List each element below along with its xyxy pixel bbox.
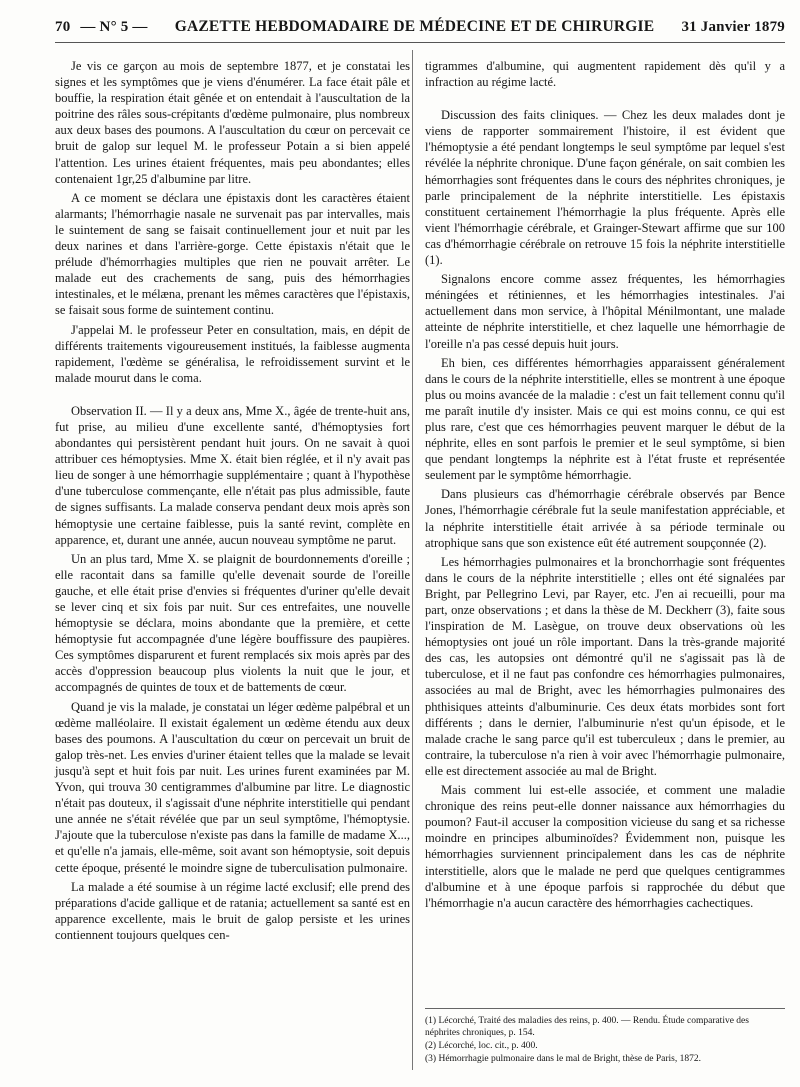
paragraph: Quand je vis la malade, je constatai un léger œdème palpébral et un œdème malléolaire. Il existait également un œdème étendu aux deux bases des poumons. A l'auscultation du cœur on percevait un bruit de galop très-net. Les envies d'uriner étaient telles que la malade se levait jusqu'à sept et huit fois par nuit. Les urines furent examinées par M. Yvon, qui trouva 30 centigrammes d'albumine par litre. Le diagnostic n'était pas douteux, il s'agissait d'une néphrite interstitielle qui pendant une année ne s'était révélée que par un seul symptôme, l'hémoptysie. J'ajoute que la tuberculose n'existe pas dans la famille de madame X..., et qu'elle n'a jamais, elle-même, soit avant son hémoptysie, soit depuis cette époque, présenté le moindre signe de tuberculisation pulmonaire. [55,699,410,875]
page-number: 70 [55,18,71,35]
left-column [55,58,410,946]
journal-title: GAZETTE HEBDOMADAIRE DE MÉDECINE ET DE CHIRURGIE [174,18,655,35]
paragraph: J'appelai M. le professeur Peter en consultation, mais, en dépit de différents traitements vigoureusement institués, la faiblesse augmenta rapidement, l'œdème se généralisa, le refroidissement survint et le malade mourut dans le coma. [55,322,410,385]
running-header [55,12,785,43]
paragraph: Un an plus tard, Mme X. se plaignit de bourdonnements d'oreille ; elle racontait dans sa famille qu'elle devenait sourde de l'oreille gauche, et elle était prise d'envies si fréquentes d'uriner qu'elle devait se lever cinq et six fois par nuit. Sur ces entrefaites, une nouvelle hémoptysie se déclara, moins abondante que la première, et cette hémoptysie fut accompagnée d'une légère bouffissure des paupières. Ces symptômes disparurent et furent remplacés six mois après par des accès d'oppression beaucoup plus violents la nuit que le jour, et accompagnés de quintes de toux et de battements de cœur. [55,551,410,695]
paragraph: A ce moment se déclara une épistaxis dont les caractères étaient alarmants; l'hémorrhagie nasale ne survenait pas par intervalles, mais le suintement de sang se faisait continuellement jour et nuit par les deux narines et dans l'arrière-gorge. Cette épistaxis n'était que le prélude d'hémorrhagies multiples que rien ne pouvait arrêter. Le malade eut des crachements de sang, puis des hémorrhagies intestinales, et le mélæna, prenant les mêmes caractères que l'épistaxis, se faisait sous forme de suintement continu. [55,190,410,318]
paragraph: Observation II. — Il y a deux ans, Mme X., âgée de trente-huit ans, fut prise, au milieu d'une excellente santé, d'hémoptysies fort abondantes qui persistèrent pendant huit jours. On ne savait à quoi attribuer ces hémoptysies. Mme X. était bien réglée, et il n'y avait pas lieu de songer à une hémorrhagie supplémentaire ; quant à l'hypothèse d'une tuberculose commençante, elle n'était pas plus admissible, faute de signes suffisants. La malade conserva pendant deux mois après son hémoptysie une certaine faiblesse, puis la santé revint, complète en apparence, et, durant une année, aucun nouveau symptôme ne parut. [55,403,410,547]
paragraph: Mais comment lui est-elle associée, et comment une maladie chronique des reins peut-elle donner naissance aux hémorrhagies du poumon? Faut-il accuser la composition vicieuse du sang et sa richesse moindre en principes albuminoïdes? Évidemment non, puisque les hémorrhagies surviennent principalement dans les cas de néphrite interstitielle, alors que le malade ne perd que quelques centigrammes d'albumine et à une époque parfois si rapprochée du début que l'hémorrhagie n'a aucun caractère des hémorrhagies cachectiques. [425,783,785,910]
right-column [425,58,785,914]
paragraph: Eh bien, ces différentes hémorrhagies apparaissent généralement dans le cours de la néphrite interstitielle, elles se montrent à une époque plus ou moins avancée de la maladie : c'est un fait tellement connu qu'il me paraît inutile d'y insister. Mais ce qui est moins connu, ce qui est plus rare, c'est que ces hémorrhagies peuvent marquer le début de la néphrite, elles en sont parfois le premier et le seul symptôme, si bien que pendant longtemps la néphrite est à l'état fruste et représentée seulement par le symptôme hémorrhagie. [425,355,785,483]
paragraph: Signalons encore comme assez fréquentes, les hémorrhagies méningées et rétiniennes, et les hémorrhagies intestinales. J'ai actuellement dans mon service, à l'hôpital Ménilmontant, une malade atteinte de néphrite interstitielle, et chez laquelle une hémorrhagie de l'oreille n'a pas cessé depuis huit jours. [425,272,785,351]
footnote: (3) Hémorrhagie pulmonaire dans le mal de Bright, thèse de Paris, 1872. [425,1054,701,1064]
header-left [55,19,148,36]
section-gap [425,93,785,107]
footnote: (2) Lécorché, loc. cit., p. 400. [425,1041,538,1051]
paragraph: Discussion des faits cliniques. — Chez les deux malades dont je viens de rapporter sommairement l'histoire, il est évident que l'hémoptysie a été pendant longtemps le seul symptôme par lequel s'est révélée la néphrite chronique. D'une façon générale, on sait combien les hémorrhagies sont fréquentes dans le cours des néphrites chroniques, je parle principalement de la néphrite interstitielle. Les épistaxis constituent certainement l'hémorrhagie la plus fréquente. Après elle vient l'hémorrhagie cérébrale, et Grainger-Stewart affirme que sur 100 cas d'hémorrhagie cérébrale on retrouve 15 fois la néphrite interstitielle (1). [425,108,785,268]
section-gap [55,389,410,403]
column-divider [412,50,413,1070]
footnotes [425,1008,785,1066]
issue-number: — N° 5 — [80,18,148,35]
paragraph: La malade a été soumise à un régime lacté exclusif; elle prend des préparations d'acide gallique et de ratania; actuellement sa santé est en apparence excellente, mais le bruit de galop persiste et les urines contiennent toujours quelques cen- [55,879,410,942]
footnote: (1) Lécorché, Traité des maladies des reins, p. 400. — Rendu. Étude comparative des néphrites chroniques, p. 154. [425,1016,749,1038]
paragraph: Je vis ce garçon au mois de septembre 1877, et je constatai les signes et les symptômes que je viens d'énumérer. La face était pâle et bouffie, la respiration était gênée et on entendait à l'auscultation de la poitrine des râles sous-crépitants d'œdème pulmonaire, plus nombreux aux deux bases des poumons. A l'auscultation du cœur on percevait ce bruit de galop sur lequel M. le professeur Potain a si bien appelé l'attention. Les urines étaient fréquentes, mais peu abondantes; elles contenaient 1gr,25 d'albumine par litre. [55,59,410,186]
paragraph: Les hémorrhagies pulmonaires et la bronchorrhagie sont fréquentes dans le cours de la néphrite interstitielle ; elles ont été signalées par Bright, par Pellegrino Levi, par Rayer, etc. J'en ai recueilli, pour ma part, onze observations ; et dans la thèse de M. Deckherr (3), faite sous l'inspiration de M. Lasègue, on trouve deux observations où les hémoptysies ont joué un rôle important. Dans la très-grande majorité des cas, les autopsies ont démontré qu'il ne s'agissait pas là de tuberculose, et il ne faut pas confondre ces hémorrhagies pulmonaires, associées au mal de Bright, avec les hémorrhagies pulmonaires des phthisiques atteints d'albuminurie. Ces deux états morbides sont fort différents ; dans le dernier, l'albuminurie n'est qu'un épisode, et le malade crache le sang parce qu'il est tuberculeux ; dans le premier, au contraire, la tuberculose n'a rien à voir avec l'hémorrhagie pulmonaire, elle est directement associée au mal de Bright. [425,554,785,778]
paragraph: Dans plusieurs cas d'hémorrhagie cérébrale observés par Bence Jones, l'hémorrhagie cérébrale fut la seule manifestation appréciable, et la néphrite interstitielle était arrivée à sa période terminale ou atrophique sans que son existence eût été autrement soupçonnée (2). [425,487,785,550]
issue-date: 31 Janvier 1879 [681,18,785,35]
paragraph: tigrammes d'albumine, qui augmentent rapidement dès qu'il y a infraction au régime lacté. [425,59,785,90]
